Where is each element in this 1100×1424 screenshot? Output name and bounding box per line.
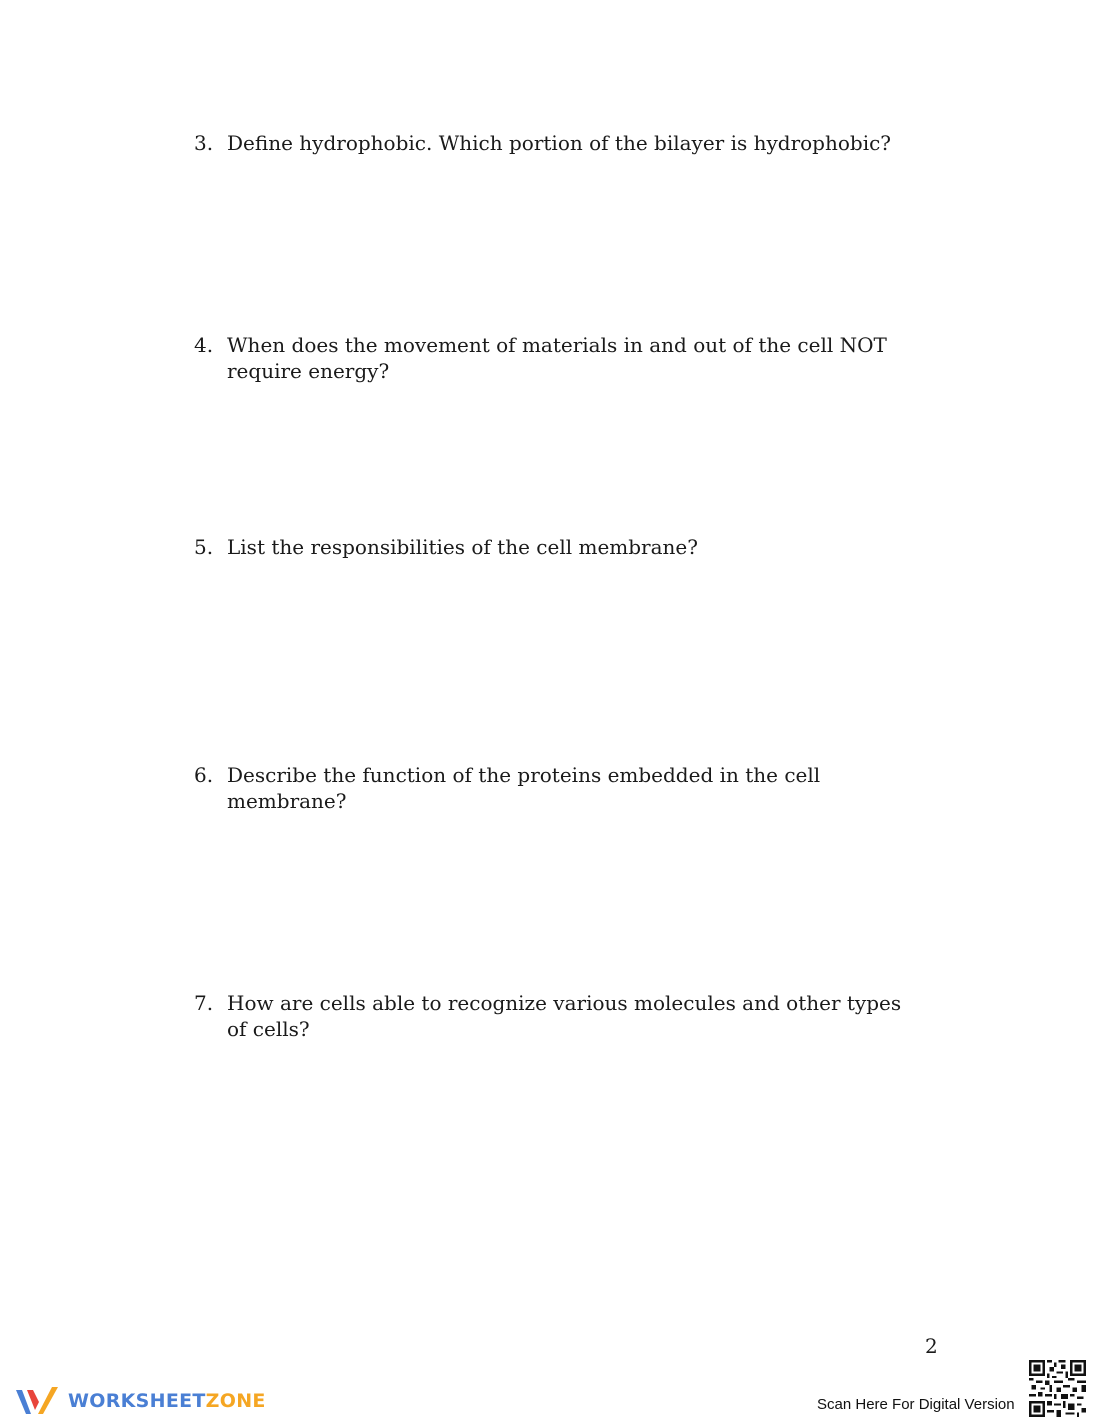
question-number: 6. xyxy=(194,763,214,787)
question-7 xyxy=(194,990,914,1042)
question-5 xyxy=(194,534,914,560)
scan-label: Scan Here For Digital Version xyxy=(817,1396,1015,1413)
brand-logo[interactable] xyxy=(14,1384,266,1418)
question-text: List the responsibilities of the cell membrane? xyxy=(227,535,698,559)
question-number: 3. xyxy=(194,131,214,155)
question-6 xyxy=(194,762,914,814)
brand-name-part2: ZONE xyxy=(205,1390,266,1412)
page-number: 2 xyxy=(925,1334,938,1358)
question-text: Define hydrophobic. Which portion of the bilayer is hydrophobic? xyxy=(227,131,892,155)
question-text: How are cells able to recognize various molecules and other types of cells? xyxy=(227,991,902,1041)
question-text: When does the movement of materials in and out of the cell NOT require energy? xyxy=(227,333,887,383)
question-number: 5. xyxy=(194,535,214,559)
qr-code-icon[interactable] xyxy=(1029,1360,1086,1417)
question-number: 4. xyxy=(194,333,214,357)
brand-name-part1: WORKSHEET xyxy=(68,1390,206,1412)
worksheetzone-logo-icon xyxy=(14,1384,60,1418)
question-4 xyxy=(194,332,914,384)
brand-name xyxy=(68,1390,266,1412)
question-number: 7. xyxy=(194,991,214,1015)
question-text: Describe the function of the proteins embedded in the cell membrane? xyxy=(227,763,821,813)
question-3 xyxy=(194,130,914,156)
